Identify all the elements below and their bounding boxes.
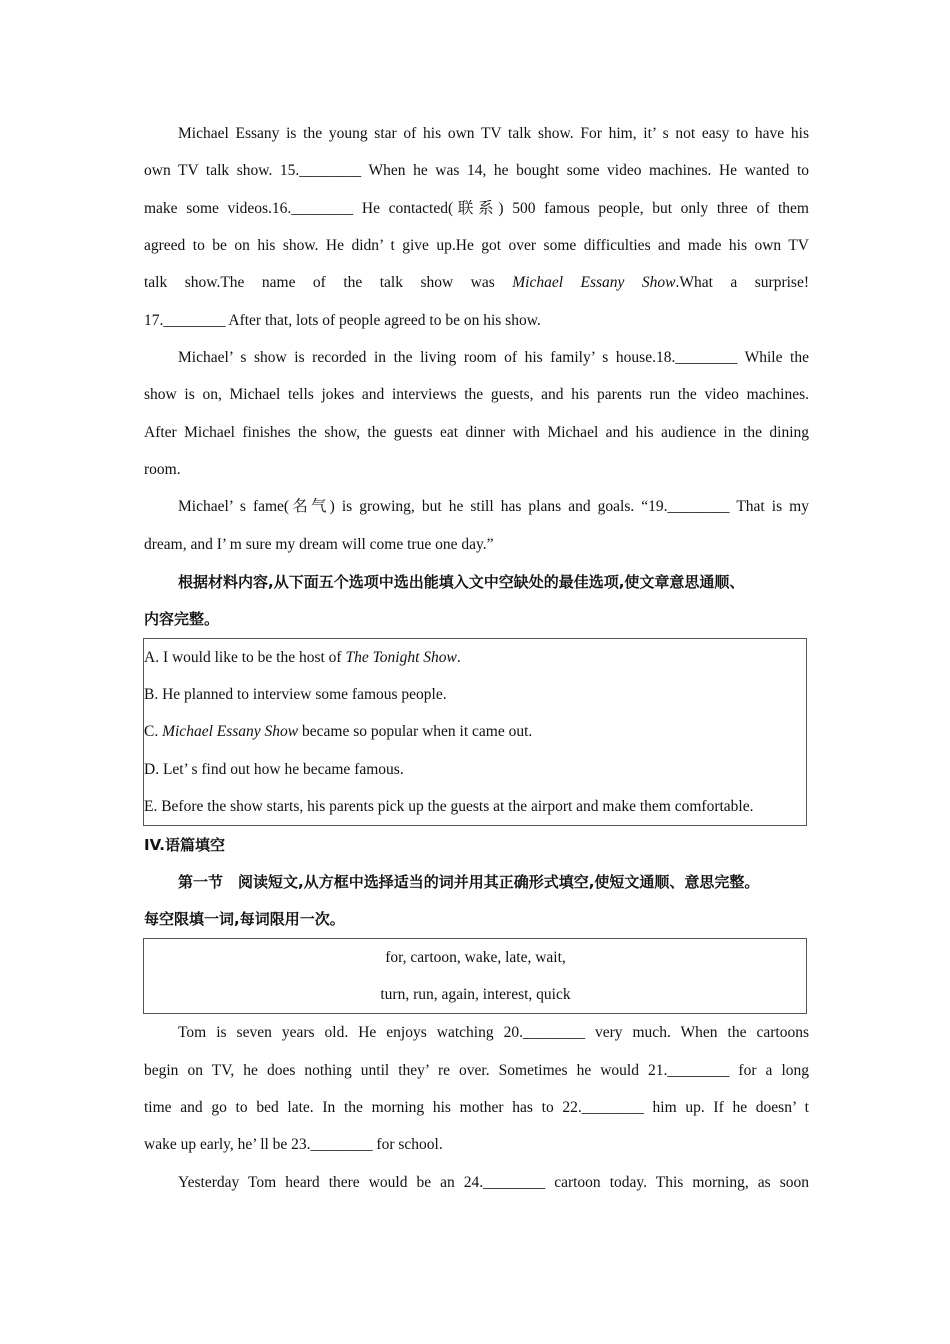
passage-line: After Michael finishes the show, the guests eat dinner with Michael and his audience in the dining <box>144 424 809 441</box>
passage-line: 17.________ After that, lots of people agreed to be on his show. <box>144 312 541 329</box>
option-text: A. I would like to be the host of <box>144 649 346 666</box>
passage-line: show is on, Michael tells jokes and interviews the guests, and his parents run the video machines. <box>144 386 809 403</box>
passage-line: Michael’ s show is recorded in the living room of his family’ s house.18.________ While the <box>178 349 809 366</box>
passage-line: agreed to be on his show. He didn’ t give up.He got over some difficulties and made his own TV <box>144 237 809 254</box>
cloze-line: wake up early, he’ ll be 23.________ for school. <box>144 1136 443 1153</box>
instruction-text: 每空限填一词,每词限用一次。 <box>144 910 345 928</box>
cloze-line: begin on TV, he does nothing until they’ re over. Sometimes he would 21.________ for a long <box>144 1062 809 1079</box>
cloze-line: time and go to bed late. In the morning his mother has to 22.________ him up. If he doesn’ t <box>144 1099 809 1116</box>
option-c <box>144 722 532 742</box>
cloze-line: Tom is seven years old. He enjoys watching 20.________ very much. When the cartoons <box>178 1024 809 1041</box>
instruction-text: 第一节 阅读短文,从方框中选择适当的词并用其正确形式填空,使短文通顺、意思完整。 <box>178 873 760 891</box>
passage-line: Michael Essany is the young star of his own TV talk show. For him, it’ s not easy to have his <box>178 125 809 142</box>
passage-line: dream, and I’ m sure my dream will come true one day.” <box>144 536 494 553</box>
word-box-row: turn, run, again, interest, quick <box>380 986 571 1003</box>
option-text: . <box>456 649 461 666</box>
instruction-text: 根据材料内容,从下面五个选项中选出能填入文中空缺处的最佳选项,使文章意思通顺、 <box>178 573 745 591</box>
passage-line: Michael’ s fame(名气) is growing, but he still has plans and goals. “19.________ That is my <box>178 498 809 515</box>
option-e: E. Before the show starts, his parents pick up the guests at the airport and make them comfortable. <box>144 798 754 815</box>
show-title: Michael Essany Show <box>512 274 676 291</box>
passage-line: own TV talk show. 15.________ When he was 14, he bought some video machines. He wanted to <box>144 162 809 179</box>
cloze-line: Yesterday Tom heard there would be an 24.________ cartoon today. This morning, as soon <box>178 1174 809 1191</box>
option-b: B. He planned to interview some famous people. <box>144 686 447 703</box>
option-text: became so popular when it came out. <box>298 723 533 740</box>
show-title: The Tonight Show <box>345 649 457 666</box>
section-heading: IV.语篇填空 <box>144 836 225 854</box>
word-box-row: for, cartoon, wake, late, wait, <box>385 949 566 966</box>
passage-text: .What a surprise! <box>675 274 809 291</box>
instruction-text: 内容完整。 <box>144 610 220 628</box>
show-title: Michael Essany Show <box>162 723 299 740</box>
option-text: C. <box>144 723 163 740</box>
passage-line <box>144 273 809 293</box>
option-d: D. Let’ s find out how he became famous. <box>144 761 404 778</box>
passage-text: talk show.The name of the talk show was <box>144 274 513 291</box>
passage-line: make some videos.16.________ He contacted(联系) 500 famous people, but only three of them <box>144 200 809 217</box>
passage-line: room. <box>144 461 181 478</box>
option-a <box>144 648 461 668</box>
